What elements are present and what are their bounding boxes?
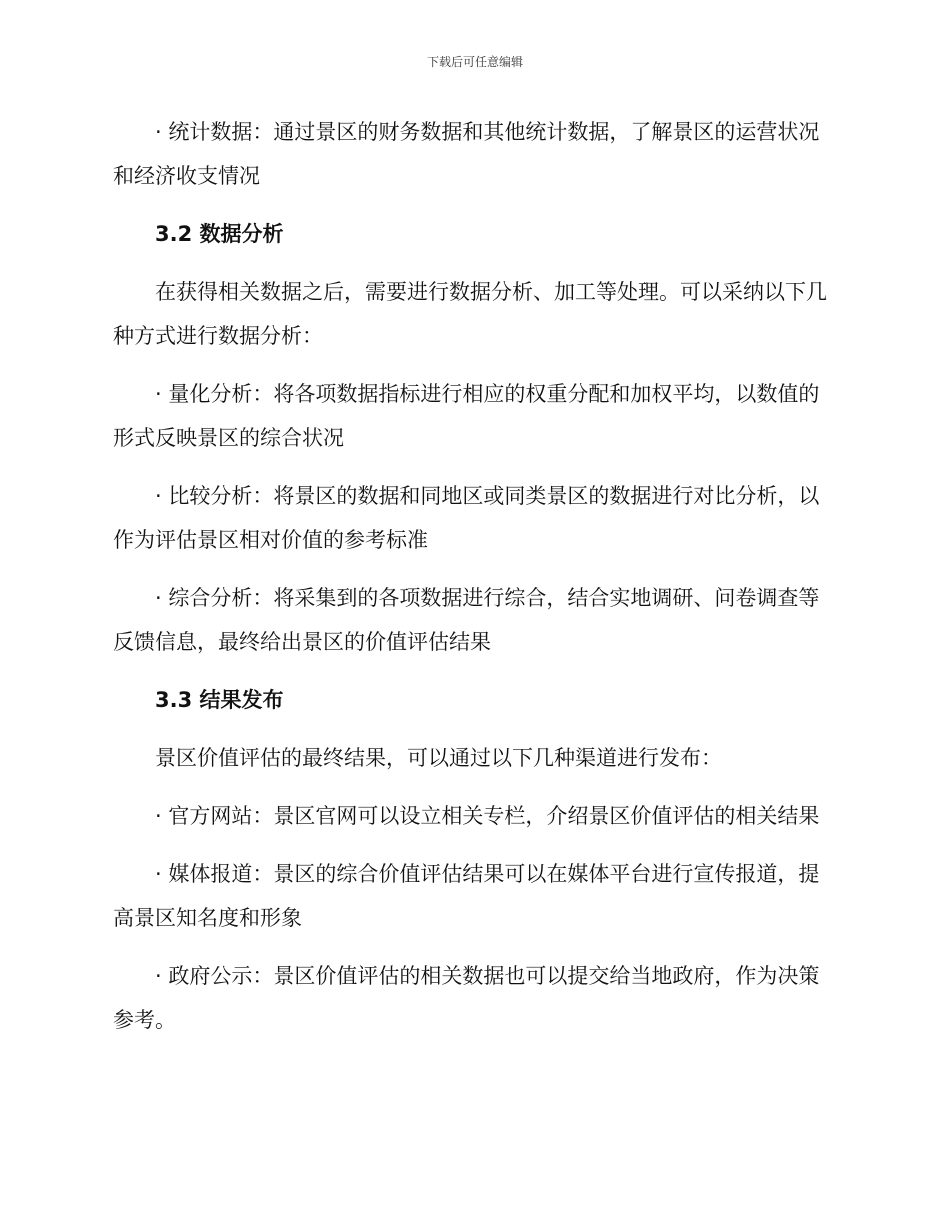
paragraph-official-website: · 官方网站：景区官网可以设立相关专栏，介绍景区价值评估的相关结果: [155, 804, 820, 828]
document-body: [113, 110, 838, 1056]
page-header-note: 下载后可任意编辑: [426, 55, 523, 69]
paragraph-analysis-intro: 在获得相关数据之后，需要进行数据分析、加工等处理。可以采纳以下几种方式进行数据分析：: [113, 280, 827, 348]
paragraph-publish-intro: 景区价值评估的最终结果，可以通过以下几种渠道进行发布：: [155, 746, 722, 770]
section-heading-data-analysis: 3.2 数据分析: [155, 222, 284, 246]
paragraph-media-reports: · 媒体报道：景区的综合价值评估结果可以在媒体平台进行宣传报道，提高景区知名度和形象: [113, 862, 820, 930]
section-heading-result-publishing: 3.3 结果发布: [155, 688, 284, 712]
paragraph-quantitative-analysis: · 量化分析：将各项数据指标进行相应的权重分配和加权平均，以数值的形式反映景区的综合状况: [113, 382, 820, 450]
paragraph-comprehensive-analysis: · 综合分析：将采集到的各项数据进行综合，结合实地调研、问卷调查等反馈信息，最终给出景区的价值评估结果: [113, 586, 820, 654]
paragraph-statistics: · 统计数据：通过景区的财务数据和其他统计数据，了解景区的运营状况和经济收支情况: [113, 120, 820, 188]
paragraph-government-notice: · 政府公示：景区价值评估的相关数据也可以提交给当地政府，作为决策参考。: [113, 964, 820, 1032]
paragraph-comparative-analysis: · 比较分析：将景区的数据和同地区或同类景区的数据进行对比分析，以作为评估景区相对价值的参考标准: [113, 484, 820, 552]
